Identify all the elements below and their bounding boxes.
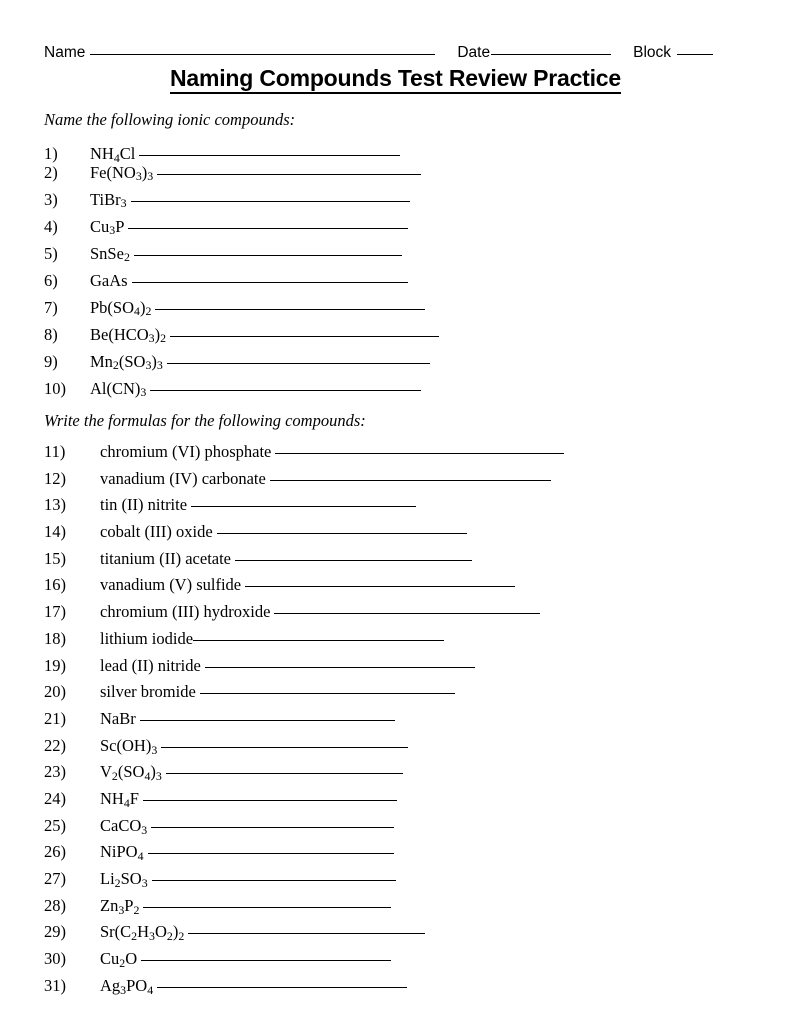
answer-blank-line[interactable] [188,933,425,934]
question-row [44,949,564,971]
question-number: 26) [44,842,66,862]
question-row [44,548,564,568]
question-number: 10) [44,378,66,398]
section-1-items [44,146,439,408]
date-blank-line[interactable] [491,54,611,55]
question-row [44,297,439,319]
question-prompt: SnSe$_2$ [90,243,130,265]
question-number: 1) [44,144,58,163]
question-prompt: NaBr [100,708,136,728]
question-prompt: $Fe(NO_3)_3$ [90,162,154,184]
question-prompt: lead (II) nitride [100,655,201,675]
question-prompt: $Cu_2O$ [100,949,138,971]
question-prompt: titanium (II) acetate [100,548,232,568]
question-prompt: $Sc(OH)_3$ [100,735,158,757]
question-row [44,497,564,514]
answer-blank-line[interactable] [134,255,402,256]
question-number: 12) [44,468,66,488]
answer-blank-line[interactable] [157,174,421,175]
question-row [44,922,564,944]
question-number: 30) [44,949,66,969]
question-prompt: $NH_4Cl$ [90,144,136,165]
question-row [44,524,564,541]
question-number: 22) [44,735,66,755]
question-prompt: NiPO$_4$ [100,842,144,864]
question-number: 19) [44,655,66,675]
answer-blank-line[interactable] [139,155,400,156]
question-number: 8) [44,324,58,344]
question-row [44,788,564,810]
answer-blank-line[interactable] [193,640,444,641]
question-number: 18) [44,628,66,648]
question-row [44,351,439,373]
question-prompt: $Al(CN)_3$ [90,378,147,400]
block-blank-line[interactable] [677,54,713,55]
answer-blank-line[interactable] [274,613,540,614]
section-2-instruction: Write the formulas for the following compounds: [44,411,366,430]
question-number: 5) [44,243,58,263]
question-row [44,146,439,163]
question-row [44,815,564,837]
question-row [44,216,439,238]
question-row [44,735,564,757]
question-prompt: $Pb(SO_4)_2$ [90,297,152,319]
answer-blank-line[interactable] [161,747,408,748]
question-prompt: chromium (III) hydroxide [100,602,271,622]
question-number: 25) [44,815,66,835]
answer-blank-line[interactable] [245,586,515,587]
question-prompt: $Li_2SO_3$ [100,869,148,890]
question-number: 3) [44,189,58,209]
question-prompt: TiBr$_3$ [90,189,127,211]
question-row [44,577,564,594]
question-number: 29) [44,922,66,942]
question-number: 23) [44,762,66,782]
question-number: 21) [44,708,66,728]
question-row [44,684,564,701]
question-number: 20) [44,682,66,702]
question-number: 17) [44,602,66,622]
question-number: 15) [44,548,66,568]
question-number: 2) [44,162,58,182]
answer-blank-line[interactable] [200,693,455,694]
question-number: 13) [44,495,66,515]
answer-blank-line[interactable] [141,960,391,961]
section-1-instruction: Name the following ionic compounds: [44,110,296,129]
answer-blank-line[interactable] [205,667,475,668]
question-number: 16) [44,575,66,595]
question-prompt: $Ag_3PO_4$ [100,975,154,997]
section-2-items [44,444,564,1004]
question-row [44,243,439,265]
answer-blank-line[interactable] [140,720,395,721]
question-number: 31) [44,975,66,995]
answer-blank-line[interactable] [191,506,416,507]
question-prompt: lithium iodide [100,628,194,648]
question-prompt: $Zn_3P_2$ [100,895,140,917]
question-row [44,444,564,461]
question-row [44,655,564,675]
answer-blank-line[interactable] [131,201,410,202]
question-row [44,468,564,488]
answer-blank-line[interactable] [270,480,551,481]
question-row [44,628,564,648]
answer-blank-line[interactable] [166,773,403,774]
answer-blank-line[interactable] [235,560,472,561]
question-row [44,324,439,346]
question-number: 6) [44,270,58,290]
question-row [44,162,439,184]
answer-blank-line[interactable] [167,363,430,364]
question-number: 24) [44,788,66,808]
question-prompt: chromium (VI) phosphate [100,442,272,461]
question-prompt: vanadium (IV) carbonate [100,468,266,488]
page-title-text: Naming Compounds Test Review Practice [170,65,621,94]
answer-blank-line[interactable] [152,880,396,881]
question-row [44,762,564,784]
question-prompt: $Be(HCO_3)_2$ [90,324,167,346]
page-title [0,65,791,92]
name-blank-line[interactable] [90,54,435,55]
answer-blank-line[interactable] [275,453,564,454]
question-number: 27) [44,869,66,888]
question-prompt: cobalt (III) oxide [100,522,213,542]
question-prompt: $V_2(SO_4)_3$ [100,762,162,784]
question-row [44,871,564,888]
student-info-row [44,44,751,62]
question-prompt: silver bromide [100,682,196,702]
answer-blank-line[interactable] [155,309,425,310]
answer-blank-line[interactable] [128,228,408,229]
question-number: 14) [44,522,66,542]
question-number: 11) [44,442,66,461]
name-label: Name [44,44,86,61]
question-row [44,842,564,864]
answer-blank-line[interactable] [150,390,421,391]
question-row [44,604,564,621]
answer-blank-line[interactable] [217,533,467,534]
question-prompt: $Sr(C_2H_3O_2)_2$ [100,922,185,944]
question-number: 4) [44,216,58,236]
question-prompt: tin (II) nitrite [100,495,188,515]
question-row [44,189,439,211]
answer-blank-line[interactable] [143,907,391,908]
answer-blank-line[interactable] [151,827,394,828]
question-prompt: $NH_4F$ [100,788,139,810]
answer-blank-line[interactable] [157,987,407,988]
date-label: Date [457,44,491,61]
question-prompt: $Mn_2(SO_3)_3$ [90,351,163,373]
answer-blank-line[interactable] [143,800,397,801]
question-row [44,895,564,917]
question-row [44,270,439,290]
question-number: 9) [44,351,58,371]
question-row [44,975,564,997]
question-row [44,378,439,400]
question-number: 7) [44,297,58,317]
question-prompt: $Cu_3P$ [90,216,125,238]
question-row [44,708,564,728]
question-prompt: CaCO$_3$ [100,815,148,837]
answer-blank-line[interactable] [170,336,439,337]
block-label: Block [633,44,672,61]
answer-blank-line[interactable] [148,853,394,854]
question-prompt: GaAs [90,270,128,290]
question-number: 28) [44,895,66,915]
question-prompt: vanadium (V) sulfide [100,575,242,595]
answer-blank-line[interactable] [132,282,408,283]
